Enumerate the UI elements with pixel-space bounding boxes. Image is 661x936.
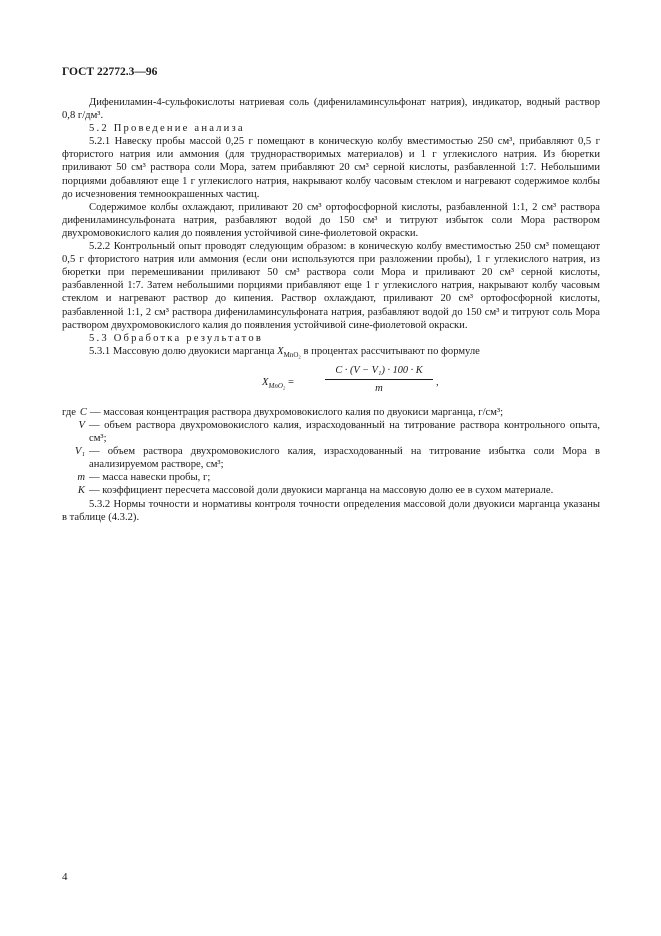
where-word: где bbox=[62, 406, 76, 418]
definition-item bbox=[62, 445, 600, 471]
formula-lhs bbox=[262, 376, 294, 389]
paragraph-5-3-1 bbox=[62, 345, 600, 358]
formula-denominator: m bbox=[375, 382, 383, 394]
paragraph-5-2-1: 5.2.1 Навеску пробы массой 0,25 г помещают в коническую колбу вместимостью 250 см³, прибавляют 0,5 г фтористого натрия или аммония (для труднорастворимых материалов) и 1 г углекислого натрия. Из бюретки приливают 50 см³ раствора соли Мора, затем прибавляют 20 см³ серной кислоты, разбавленной 1:7. Небольшими порциями добавляют еще 1 г углекислого натрия, накрывают колбу часовым стеклом и нагревают содержимое колбы до исчезновения темноокрашенных частиц. bbox=[62, 136, 600, 200]
definition-symbol: m bbox=[77, 472, 85, 484]
formula-numerator: C · (V − V₁) · 100 · K bbox=[325, 364, 433, 380]
paragraph-cooling: Содержимое колбы охлаждают, приливают 20 см³ ортофосфорной кислоты, разбавленной 1:1, 2 см³ раствора дифениламинсульфоната натрия, разбавляют водой до 150 см³ и титруют избыток соли Мора раствором двухромовокислого калия до появления устойчивой сине-фиолетовой окраски. bbox=[62, 201, 600, 239]
document-header: ГОСТ 22772.3—96 bbox=[62, 66, 158, 78]
formula-fraction bbox=[325, 364, 433, 395]
paragraph-5-3-1-pre: 5.3.1 Массовую долю двуокиси марганца bbox=[89, 345, 275, 357]
inline-symbol-x-subscript: MnO₂ bbox=[283, 350, 301, 359]
definition-symbol: V bbox=[78, 419, 85, 431]
formula-trailing: , bbox=[436, 376, 439, 388]
heading-5-2: 5.2 Проведение анализа bbox=[89, 123, 245, 135]
heading-5-3: 5.3 Обработка результатов bbox=[89, 332, 264, 344]
paragraph-5-3-1-post: в процентах рассчитывают по формуле bbox=[303, 345, 480, 357]
definition-symbol: V₁ bbox=[74, 446, 85, 458]
definition-item bbox=[62, 406, 600, 419]
definitions-list bbox=[62, 406, 600, 498]
document-body bbox=[62, 96, 600, 524]
formula-mno2 bbox=[62, 364, 600, 402]
definition-symbol: K bbox=[77, 485, 85, 497]
page-number: 4 bbox=[62, 871, 68, 883]
formula-equals: = bbox=[287, 376, 294, 388]
definition-text: — объем раствора двухромовокислого калия, израсходованный на титрование раствора контрольного опыта, см³; bbox=[89, 419, 600, 445]
definition-symbol: C bbox=[79, 406, 87, 418]
paragraph-5-3-2: 5.3.2 Нормы точности и нормативы контроля точности определения массовой доли двуокиси марганца указаны в таблице (4.3.2). bbox=[62, 498, 600, 523]
definition-item bbox=[62, 471, 600, 484]
definition-text: — объем раствора двухромовокислого калия, израсходованный на титрование избытка соли Мора в анализируемом растворе, см³; bbox=[89, 446, 600, 471]
formula-lhs-subscript: MnO₂ bbox=[268, 381, 286, 390]
definition-text: — масса навески пробы, г; bbox=[89, 472, 211, 484]
definition-item bbox=[62, 484, 600, 497]
definition-item bbox=[62, 419, 600, 445]
inline-symbol-x: X bbox=[277, 345, 284, 357]
formula-lhs-symbol: X bbox=[262, 376, 269, 388]
paragraph-5-2-2: 5.2.2 Контрольный опыт проводят следующим образом: в коническую колбу вместимостью 250 см³ помещают 0,5 г фтористого натрия или аммония (если они используются при разложении пробы), 1 г углекислого натрия, из бюретки при перемешивании приливают 50 см³ раствора соли Мора и приливают 20 см³ серной кислоты, разбавленной 1:7. Затем небольшими порциями прибавляют еще 1 г углекислого натрия, накрывают колбу часовым стеклом и нагревают раствор до кипения. Раствор охлаждают, приливают 20 см³ ортофосфорной кислоты, разбавленной 1:1, 2 см³ раствора дифениламинсульфоната натрия, разбавляют водой до 150 см³ и титруют соль Мора раствором двухромовокислого калия до появления устойчивой сине-фиолетовой окраски. bbox=[62, 241, 600, 331]
paragraph-indicator: Дифениламин-4-сульфокислоты натриевая соль (дифениламинсульфонат натрия), индикатор, водный раствор 0,8 г/дм³. bbox=[62, 97, 600, 122]
definition-text: — массовая концентрация раствора двухромовокислого калия по двуокиси марганца, г/см³; bbox=[90, 406, 504, 418]
definition-text: — коэффициент пересчета массовой доли двуокиси марганца на массовую долю ее в сухом материале. bbox=[89, 485, 554, 497]
